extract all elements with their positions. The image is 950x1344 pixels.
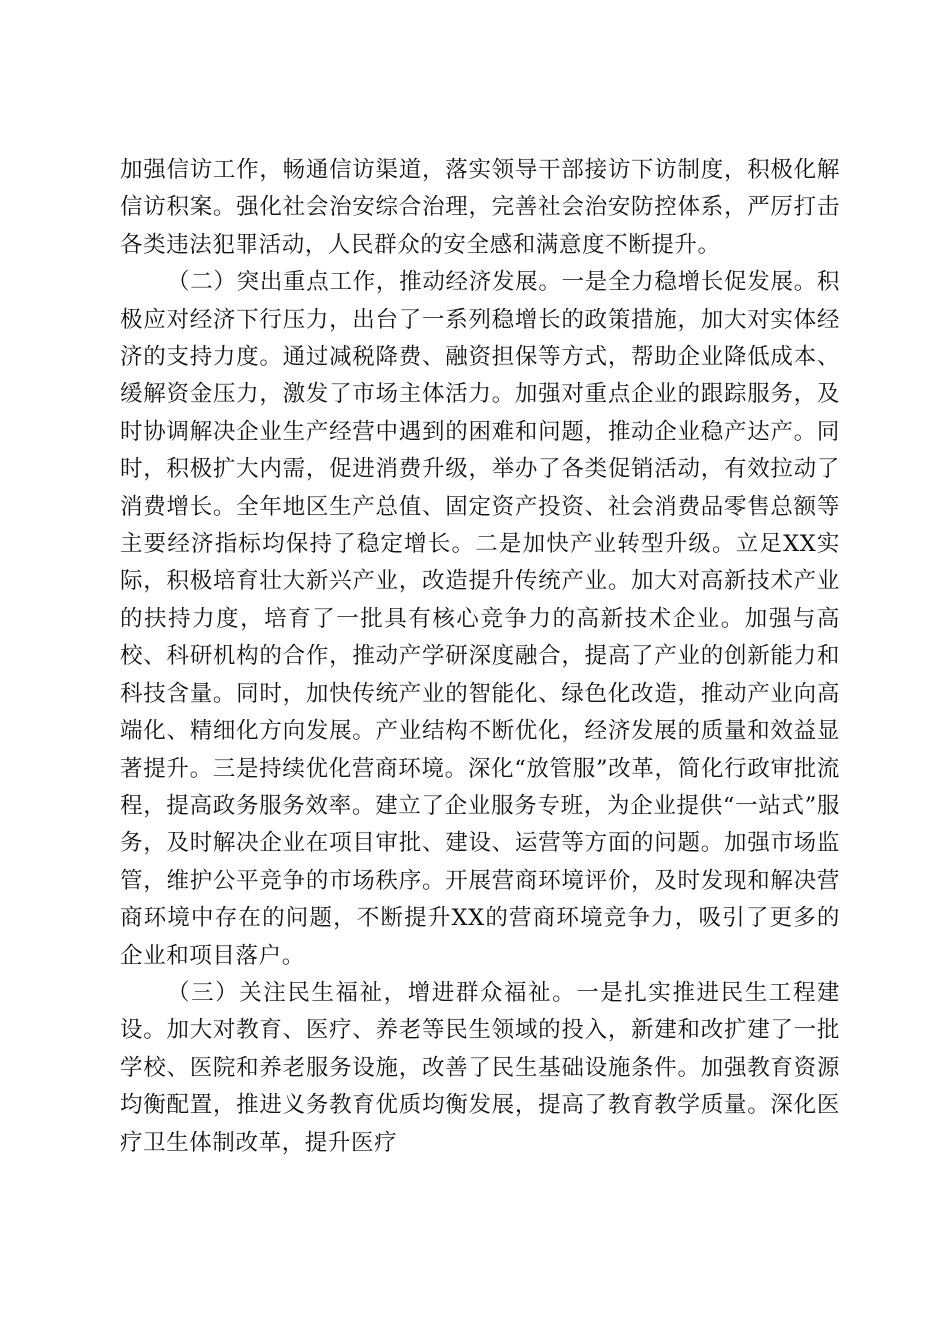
- paragraph-livelihood: [120, 975, 840, 1162]
- paragraph-heading: （二）突出重点工作，推动经济发展。: [167, 269, 562, 296]
- paragraph-public-order: [120, 152, 840, 264]
- paragraph-text: 加强信访工作，畅通信访渠道，落实领导干部接访下访制度，积极化解信访积案。强化社会治安综合治理，完善社会治安防控体系，严厉打击各类违法犯罪活动，人民群众的安全感和满意度不断提升。: [120, 157, 840, 258]
- paragraph-economic-development: [120, 264, 840, 975]
- paragraph-text: 一是扎实推进民生工程建设。加大对教育、医疗、养老等民生领域的投入，新建和改扩建了一批学校、医院和养老服务设施，改善了民生基础设施条件。加强教育资源均衡配置，推进义务教育优质均衡发展，提高了教育教学质量。深化医疗卫生体制改革，提升医疗: [120, 979, 841, 1156]
- document-body: [120, 152, 840, 1162]
- paragraph-text: 一是全力稳增长促发展。积极应对经济下行压力，出台了一系列稳增长的政策措施，加大对实体经济的支持力度。通过减税降费、融资担保等方式，帮助企业降低成本、缓解资金压力，激发了市场主体活力。加强对重点企业的跟踪服务，及时协调解决企业生产经营中遇到的困难和问题，推动企业稳产达产。同时，积极扩大内需，促进消费升级，举办了各类促销活动，有效拉动了消费增长。全年地区生产总值、固定资产投资、社会消费品零售总额等主要经济指标均保持了稳定增长。二是加快产业转型升级。立足XX实际，积极培育壮大新兴产业，改造提升传统产业。加大对高新技术产业的扶持力度，培育了一批具有核心竞争力的高新技术企业。加强与高校、科研机构的合作，推动产学研深度融合，提高了产业的创新能力和科技含量。同时，加快传统产业的智能化、绿色化改造，推动产业向高端化、精细化方向发展。产业结构不断优化，经济发展的质量和效益显著提升。三是持续优化营商环境。深化“放管服”改革，简化行政审批流程，提高政务服务效率。建立了企业服务专班，为企业提供“一站式”服务，及时解决企业在项目审批、建设、运营等方面的问题。加强市场监管，维护公平竞争的市场秩序。开展营商环境评价，及时发现和解决营商环境中存在的问题，不断提升XX的营商环境竞争力，吸引了更多的企业和项目落户。: [120, 269, 841, 969]
- paragraph-heading: （三）关注民生福祉，增进群众福祉。: [167, 979, 577, 1006]
